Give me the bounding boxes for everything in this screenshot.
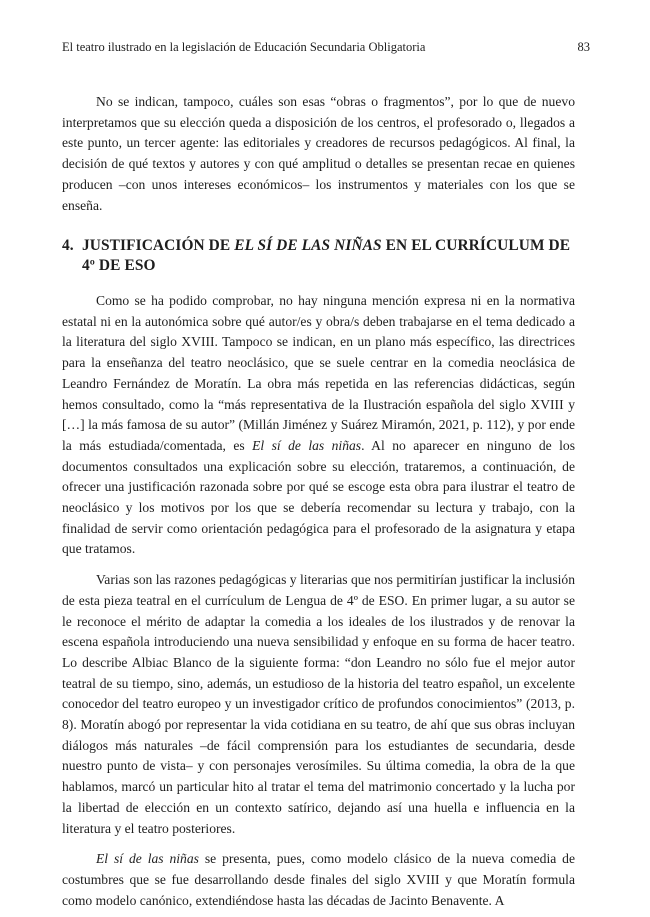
text-block-intro [62,92,575,216]
paragraph-justification-work-title: El sí de las niñas [252,437,362,453]
section-heading [62,236,575,276]
text-block-section [62,291,575,911]
section-title-work: EL SÍ DE LAS NIÑAS [234,237,382,254]
section-title-end: EN EL CURRÍCULUM DE 4º DE ESO [82,237,571,274]
paragraph-model-text: se presenta, pues, como modelo clásico de la nueva comedia de costumbres que se fue desarrollando desde finales del siglo XVIII y que Moratín formula como modelo canónico, extendiéndose hasta las décadas de Jacinto Benavente. A [62,851,575,908]
paragraph-model [62,849,575,911]
paragraph-model-work-title: El sí de las niñas [96,851,199,867]
paragraph-justification-part-1: Como se ha podido comprobar, no hay ninguna mención expresa ni en la normativa estatal ni en la autonómica sobre qué autor/es y obra/s deben trabajarse en el tema dedicado a la literatura del siglo XVIII. Tampoco se indican, en un plano más específico, las directrices para la enseñanza del teatro neoclásico, que se suele centrar en la comedia neoclásica de Leandro Fernández de Moratín. La obra más repetida en las referencias didácticas, según hemos consultado, como la “más representativa de la Ilustración española del siglo XVIII y […] la más famosa de su autor” (Millán Jiménez y Suárez Miramón, 2021, p. 112), y por ende la más estudiada/comentada, es [62,293,575,453]
running-title: El teatro ilustrado en la legislación de Educación Secundaria Obligatoria [62,40,426,54]
section-title [62,236,575,276]
paragraph-justification-part-2: . Al no aparecer en ninguno de los documentos consultados una explicación sobre su elección, trataremos, a continuación, de ofrecer una justificación razonada sobre por qué se escoge esta obra para ilustrar el teatro de neoclásico y los motivos por los que se debería recomendar su lectura y trabajo, con la finalidad de servir como orientación pedagógica para el profesorado de la asignatura y etapa que tratamos. [62,437,575,557]
paragraph-reasons: Varias son las razones pedagógicas y literarias que nos permitirían justificar la inclusión de esta pieza teatral en el currículum de Lengua de 4º de ESO. En primer lugar, a su autor se le reconoce el mérito de adaptar la comedia a los ideales de los ilustrados y de renovar la escena española introduciendo una nueva sensibilidad y enfoque en su forma de hacer teatro. Lo describe Albiac Blanco de la siguiente forma: “don Leandro no sólo fue el mejor autor teatral de su tiempo, sino, además, un estudioso de la historia del teatro español, un excelente conocedor del teatro europeo y un investigador crítico de profundos conocimientos” (2013, p. 8). Moratín abogó por representar la vida cotidiana en su teatro, de ahí que sus obras incluyan diálogos más naturales –de fácil comprensión para los estudiantes de secundaria, desde nuestro punto de vista– y con personajes verosímiles. Su última comedia, la obra de la que hablamos, marcó un particular hito al tratar el tema del matrimonio concertado y la lucha por la libertad de elección en un contexto satírico, dejando así una huella e influencia en la literatura y el teatro posteriores. [62,572,575,836]
paragraph-justification [62,291,575,560]
section-title-start: JUSTIFICACIÓN DE [82,237,235,254]
section-number: 4. [62,237,74,254]
page-number: 83 [577,40,590,54]
running-header [62,37,590,57]
paragraph-intro: No se indican, tampoco, cuáles son esas “obras o fragmentos”, por lo que de nuevo interpretamos que su elección queda a disposición de los centros, el profesorado o, llegados a este punto, un tercer agente: las editoriales y creadores de recursos pedagógicos. Al final, la decisión de qué textos y autores y con qué amplitud o detalles se presentan recae en quienes producen –con unos intereses económicos– los instrumentos y materiales con los que se enseña. [62,94,575,213]
